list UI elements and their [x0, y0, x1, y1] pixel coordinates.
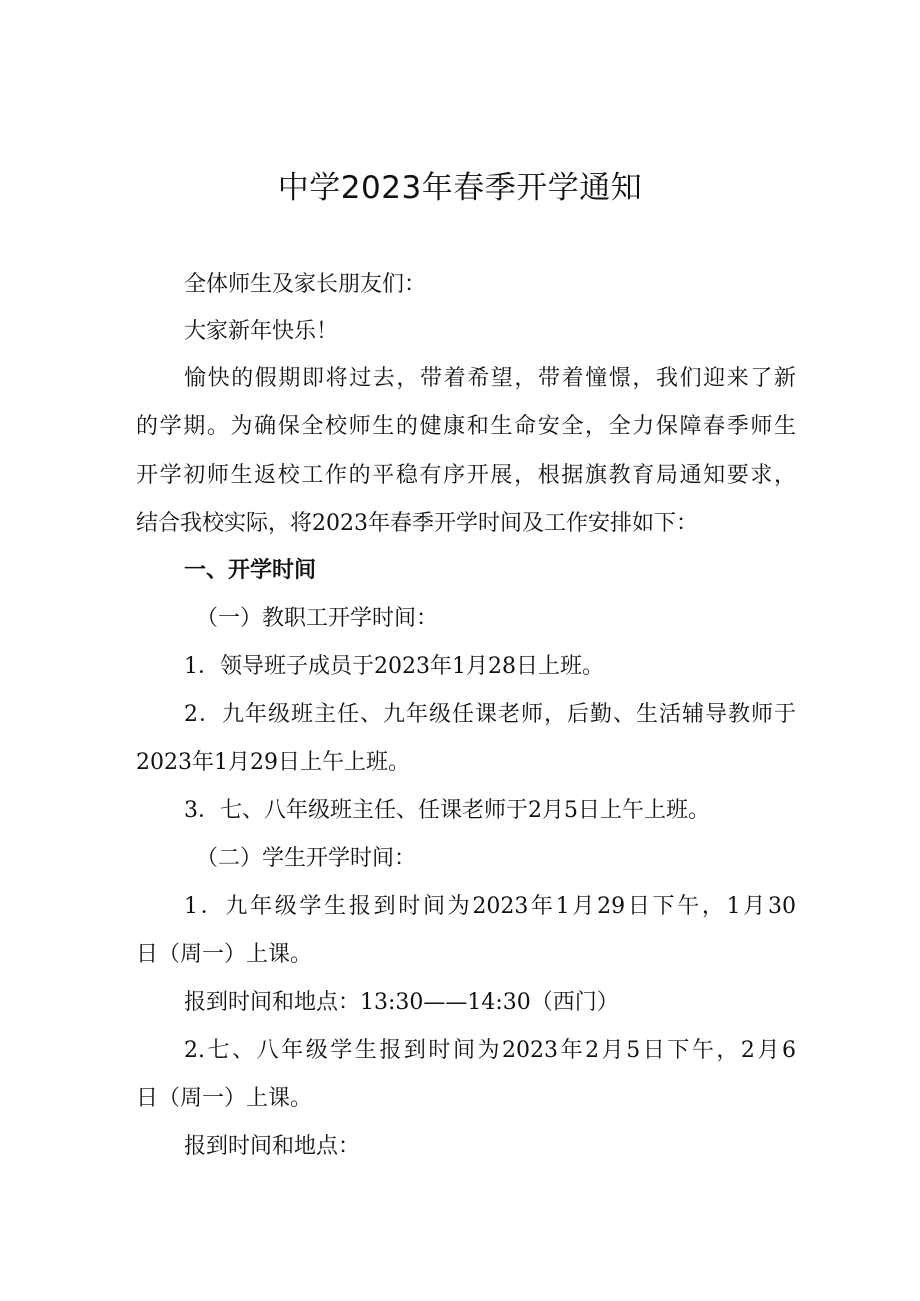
- staff-item-3: 3．七、八年级班主任、任课老师于2月5日上午上班。: [184, 798, 710, 823]
- staff-item-2-line-2: 2023年1月29日上午上班。: [136, 750, 410, 775]
- student-item-2-line-1: 2.七、八年级学生报到时间为2023年2月5日下午，2月6: [184, 1038, 796, 1063]
- student-item-2-checkin: 报到时间和地点：: [184, 1134, 361, 1159]
- subheading-staff: （一）教职工开学时间：: [196, 606, 439, 631]
- section-heading-start-time: 一、开学时间: [184, 558, 317, 583]
- greeting-line: 全体师生及家长朋友们：: [184, 272, 427, 297]
- intro-line-2: 的学期。为确保全校师生的健康和生命安全，全力保障春季师生: [136, 414, 796, 439]
- student-item-1-line-1: 1．九年级学生报到时间为2023年1月29日下午，1月30: [184, 894, 796, 919]
- new-year-line: 大家新年快乐！: [184, 319, 339, 344]
- document-title: 中学2023年春季开学通知: [277, 170, 643, 206]
- intro-line-1: 愉快的假期即将过去，带着希望，带着憧憬，我们迎来了新: [184, 366, 796, 391]
- student-item-1-checkin: 报到时间和地点：13:30——14:30（西门）: [184, 990, 619, 1015]
- staff-item-2-line-1: 2．九年级班主任、九年级任课老师，后勤、生活辅导教师于: [184, 702, 796, 727]
- student-item-2-line-2: 日（周一）上课。: [136, 1086, 313, 1111]
- intro-line-4: 结合我校实际，将2023年春季开学时间及工作安排如下：: [136, 511, 698, 536]
- intro-line-3: 开学初师生返校工作的平稳有序开展，根据旗教育局通知要求，: [136, 463, 796, 488]
- subheading-students: （二）学生开学时间：: [196, 846, 417, 871]
- staff-item-1: 1．领导班子成员于2023年1月28日上班。: [184, 654, 604, 679]
- student-item-1-line-2: 日（周一）上课。: [136, 942, 313, 967]
